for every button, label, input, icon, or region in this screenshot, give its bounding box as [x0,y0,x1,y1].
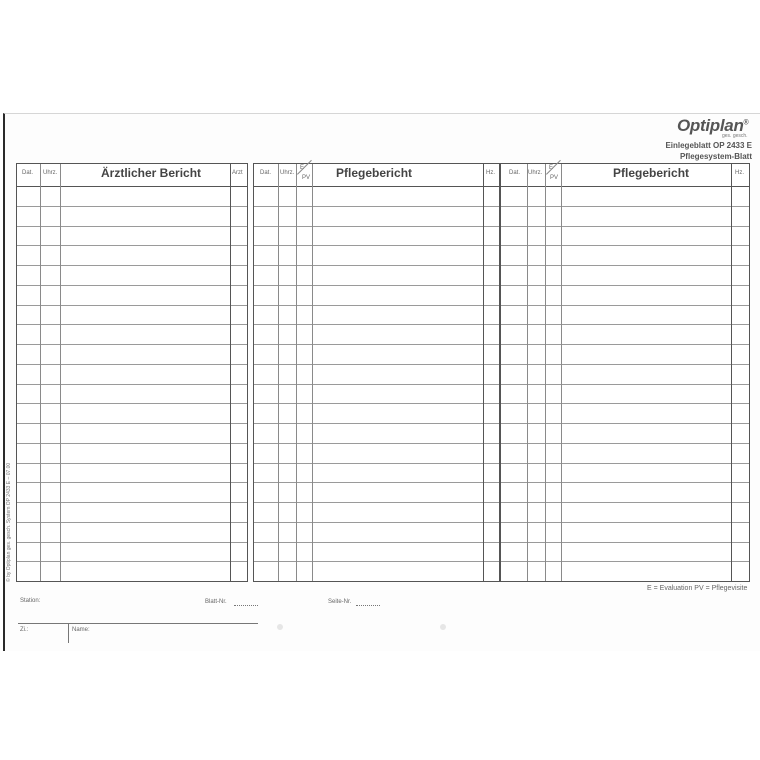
row-line [254,226,499,227]
column-line [40,164,41,581]
page-number-field[interactable] [356,605,380,606]
col-header-visit: PV [302,175,311,181]
punch-hole [440,624,446,630]
col-header-evaluation: E [300,165,305,171]
row-line [501,502,749,503]
row-line [254,463,499,464]
column-line [545,164,546,581]
nursing-report-table-1 [253,163,500,582]
name-label: Name: [72,627,90,633]
row-line [17,443,247,444]
header-rule [254,186,499,187]
room-label: Zi.: [20,627,29,633]
brand-logo: Optiplan® [677,116,749,135]
row-line [17,561,247,562]
row-line [501,463,749,464]
station-label: Station: [20,598,41,604]
row-line [17,265,247,266]
row-line [254,482,499,483]
row-line [254,364,499,365]
row-line [17,305,247,306]
footer-divider [68,623,69,643]
col-header-doctor: Arzt [232,170,243,176]
legend-text: E = Evaluation PV = Pflegevisite [647,585,748,592]
row-line [254,245,499,246]
row-line [17,245,247,246]
nursing-report-table-2 [500,163,750,582]
column-line [60,164,61,581]
row-line [17,344,247,345]
col-header-date: Dat. [509,170,521,176]
sheet-number-field[interactable] [234,605,258,606]
col-header-date: Dat. [260,170,272,176]
row-line [501,305,749,306]
page-number-label: Seite-Nr. [328,599,352,605]
row-line [17,324,247,325]
row-line [17,364,247,365]
row-line [17,206,247,207]
row-line [501,443,749,444]
row-line [501,226,749,227]
row-line [501,344,749,345]
col-header-time: Uhrz. [528,170,543,176]
column-line [483,164,484,581]
col-header-date: Dat. [22,170,34,176]
row-line [501,324,749,325]
row-line [254,522,499,523]
column-line [731,164,732,581]
row-line [254,265,499,266]
medical-report-table [16,163,248,582]
header-rule [501,186,749,187]
row-line [254,285,499,286]
row-line [17,482,247,483]
column-line [527,164,528,581]
brand-subtitle: ges. gesch. [722,133,748,139]
col-header-signature: Hz. [486,170,495,176]
row-line [254,423,499,424]
row-line [501,245,749,246]
row-line [254,403,499,404]
row-line [501,364,749,365]
row-line [501,423,749,424]
row-line [17,226,247,227]
form-type: Pflegesystem-Blatt [679,152,752,161]
nursing-report-title: Pflegebericht [613,166,690,180]
row-line [254,502,499,503]
column-line [278,164,279,581]
row-line [17,542,247,543]
row-line [501,384,749,385]
column-line [296,164,297,581]
footer-separator [18,623,258,624]
row-line [501,206,749,207]
column-line [312,164,313,581]
medical-report-title: Ärztlicher Bericht [101,166,202,180]
column-line [230,164,231,581]
row-line [254,561,499,562]
form-number: Einlegeblatt OP 2433 E [665,141,752,150]
row-line [501,403,749,404]
col-header-signature: Hz. [735,170,744,176]
row-line [501,561,749,562]
row-line [254,305,499,306]
row-line [254,206,499,207]
row-line [17,285,247,286]
row-line [17,463,247,464]
row-line [254,443,499,444]
sheet-number-label: Blatt-Nr. [205,599,227,605]
row-line [17,423,247,424]
col-header-evaluation: E [549,165,554,171]
row-line [254,324,499,325]
row-line [254,542,499,543]
nursing-report-title: Pflegebericht [336,166,413,180]
row-line [254,344,499,345]
header-rule [17,186,247,187]
col-header-time: Uhrz. [43,170,58,176]
col-header-visit: PV [550,175,559,181]
row-line [501,522,749,523]
punch-hole [277,624,283,630]
row-line [17,502,247,503]
row-line [17,384,247,385]
row-line [501,285,749,286]
row-line [501,542,749,543]
row-line [501,482,749,483]
copyright-note: © by Optiplan ges. gesch. System OP 2433 E – 07.00 [6,462,12,582]
row-line [501,265,749,266]
col-header-time: Uhrz. [280,170,295,176]
row-line [254,384,499,385]
row-line [17,403,247,404]
column-line [561,164,562,581]
row-line [17,522,247,523]
